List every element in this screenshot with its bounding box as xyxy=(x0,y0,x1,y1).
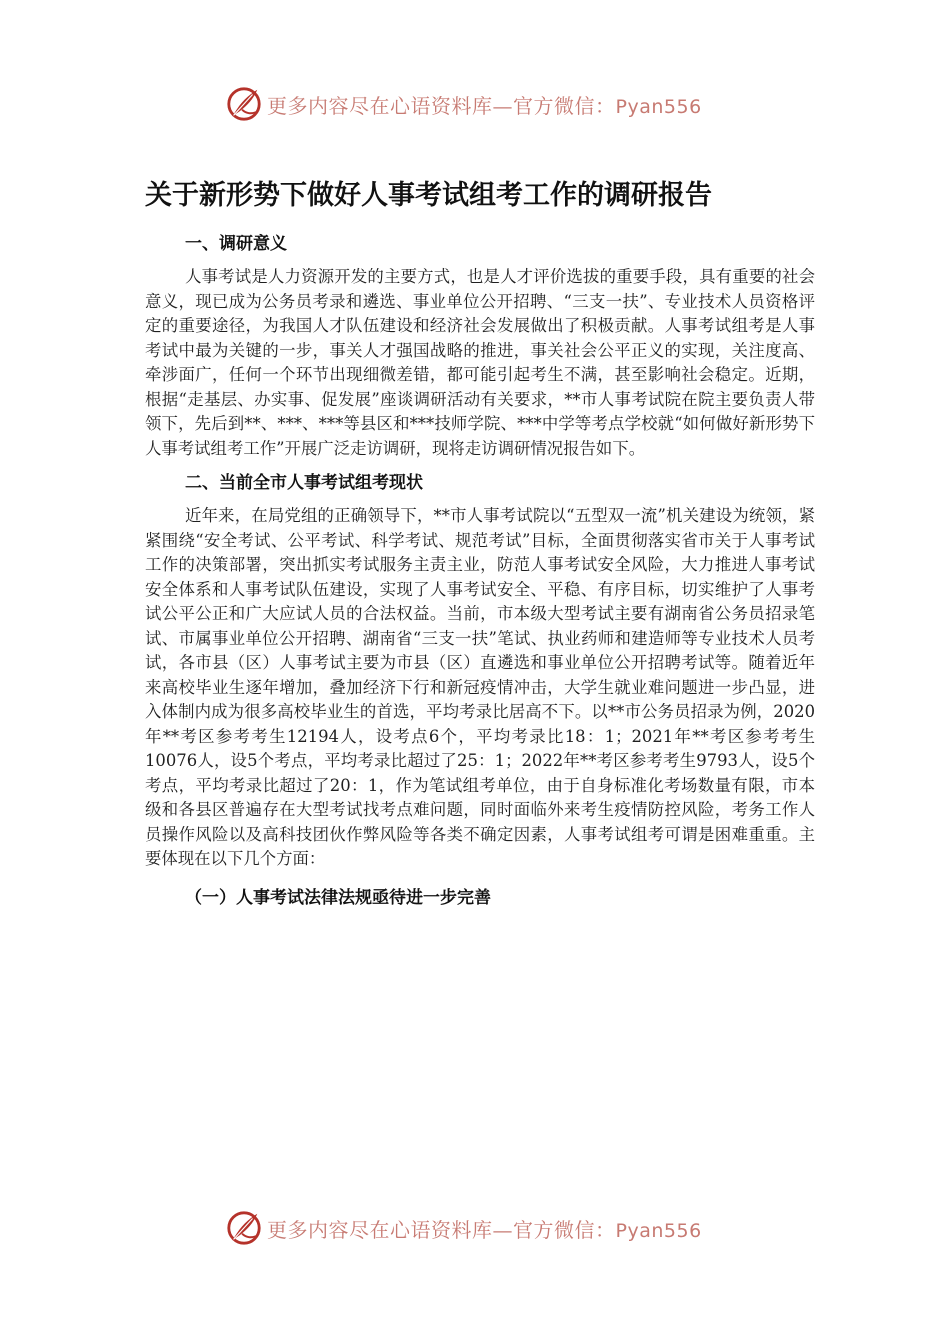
subsection-heading: （一）人事考试法律法规亟待进一步完善 xyxy=(185,887,491,908)
watermark-text: 更多内容尽在心语资料库—官方微信：Pyan556 xyxy=(267,1217,702,1242)
document-title: 关于新形势下做好人事考试组考工作的调研报告 xyxy=(145,180,712,211)
watermark-wechat-id: Pyan556 xyxy=(615,95,702,118)
watermark-text: 更多内容尽在心语资料库—官方微信：Pyan556 xyxy=(267,93,702,118)
section-heading: 二、当前全市人事考试组考现状 xyxy=(185,473,423,493)
watermark-header xyxy=(225,84,745,124)
document-body xyxy=(145,228,815,915)
pen-feather-logo-icon xyxy=(225,85,263,123)
watermark-footer xyxy=(225,1208,745,1248)
watermark-wechat-id: Pyan556 xyxy=(615,1219,702,1242)
section-paragraph: 人事考试是人力资源开发的主要方式，也是人才评价选拔的重要手段，具有重要的社会意义，现已成为公务员考录和遴选、事业单位公开招聘、“三支一扶”、专业技术人员资格评定的重要途径，为我国人才队伍建设和经济社会发展做出了积极贡献。人事考试组考是人事考试中最为关键的一步，事关人才强国战略的推进，事关社会公平正义的实现，关注度高、牵涉面广，任何一个环节出现细微差错，都可能引起考生不满，甚至影响社会稳定。近期，根据“走基层、办实事、促发展”座谈调研活动有关要求，**市人事考试院在院主要负责人带领下，先后到**、***、***等县区和***技师学院、***中学等考点学校就“如何做好新形势下人事考试组考工作”开展广泛走访调研，现将走访调研情况报告如下。 xyxy=(145,267,815,458)
pen-feather-logo-icon xyxy=(225,1209,263,1247)
section-heading: 一、调研意义 xyxy=(185,234,287,254)
section-paragraph: 近年来，在局党组的正确领导下，**市人事考试院以“五型双一流”机关建设为统领，紧紧围绕“安全考试、公平考试、科学考试、规范考试”目标，全面贯彻落实省市关于人事考试工作的决策部署，突出抓实考试服务主责主业，防范人事考试安全风险，大力推进人事考试安全体系和人事考试队伍建设，实现了人事考试安全、平稳、有序目标，切实维护了人事考试公平公正和广大应试人员的合法权益。当前，市本级大型考试主要有湖南省公务员招录笔试、市属事业单位公开招聘、湖南省“三支一扶”笔试、执业药师和建造师等专业技术人员考试，各市县（区）人事考试主要为市县（区）直遴选和事业单位公开招聘考试等。随着近年来高校毕业生逐年增加，叠加经济下行和新冠疫情冲击，大学生就业难问题进一步凸显，进入体制内成为很多高校毕业生的首选，平均考录比居高不下。以**市公务员招录为例，2020年**考区参考考生12194人，设考点6个，平均考录比18：1；2021年**考区参考考生10076人，设5个考点，平均考录比超过了25：1；2022年**考区参考考生9793人，设5个考点，平均考录比超过了20：1，作为笔试组考单位，由于自身标准化考场数量有限，市本级和各县区普遍存在大型考试找考点难问题，同时面临外来考生疫情防控风险，考务工作人员操作风险以及高科技团伙作弊风险等各类不确定因素，人事考试组考可谓是困难重重。主要体现在以下几个方面： xyxy=(145,506,815,868)
